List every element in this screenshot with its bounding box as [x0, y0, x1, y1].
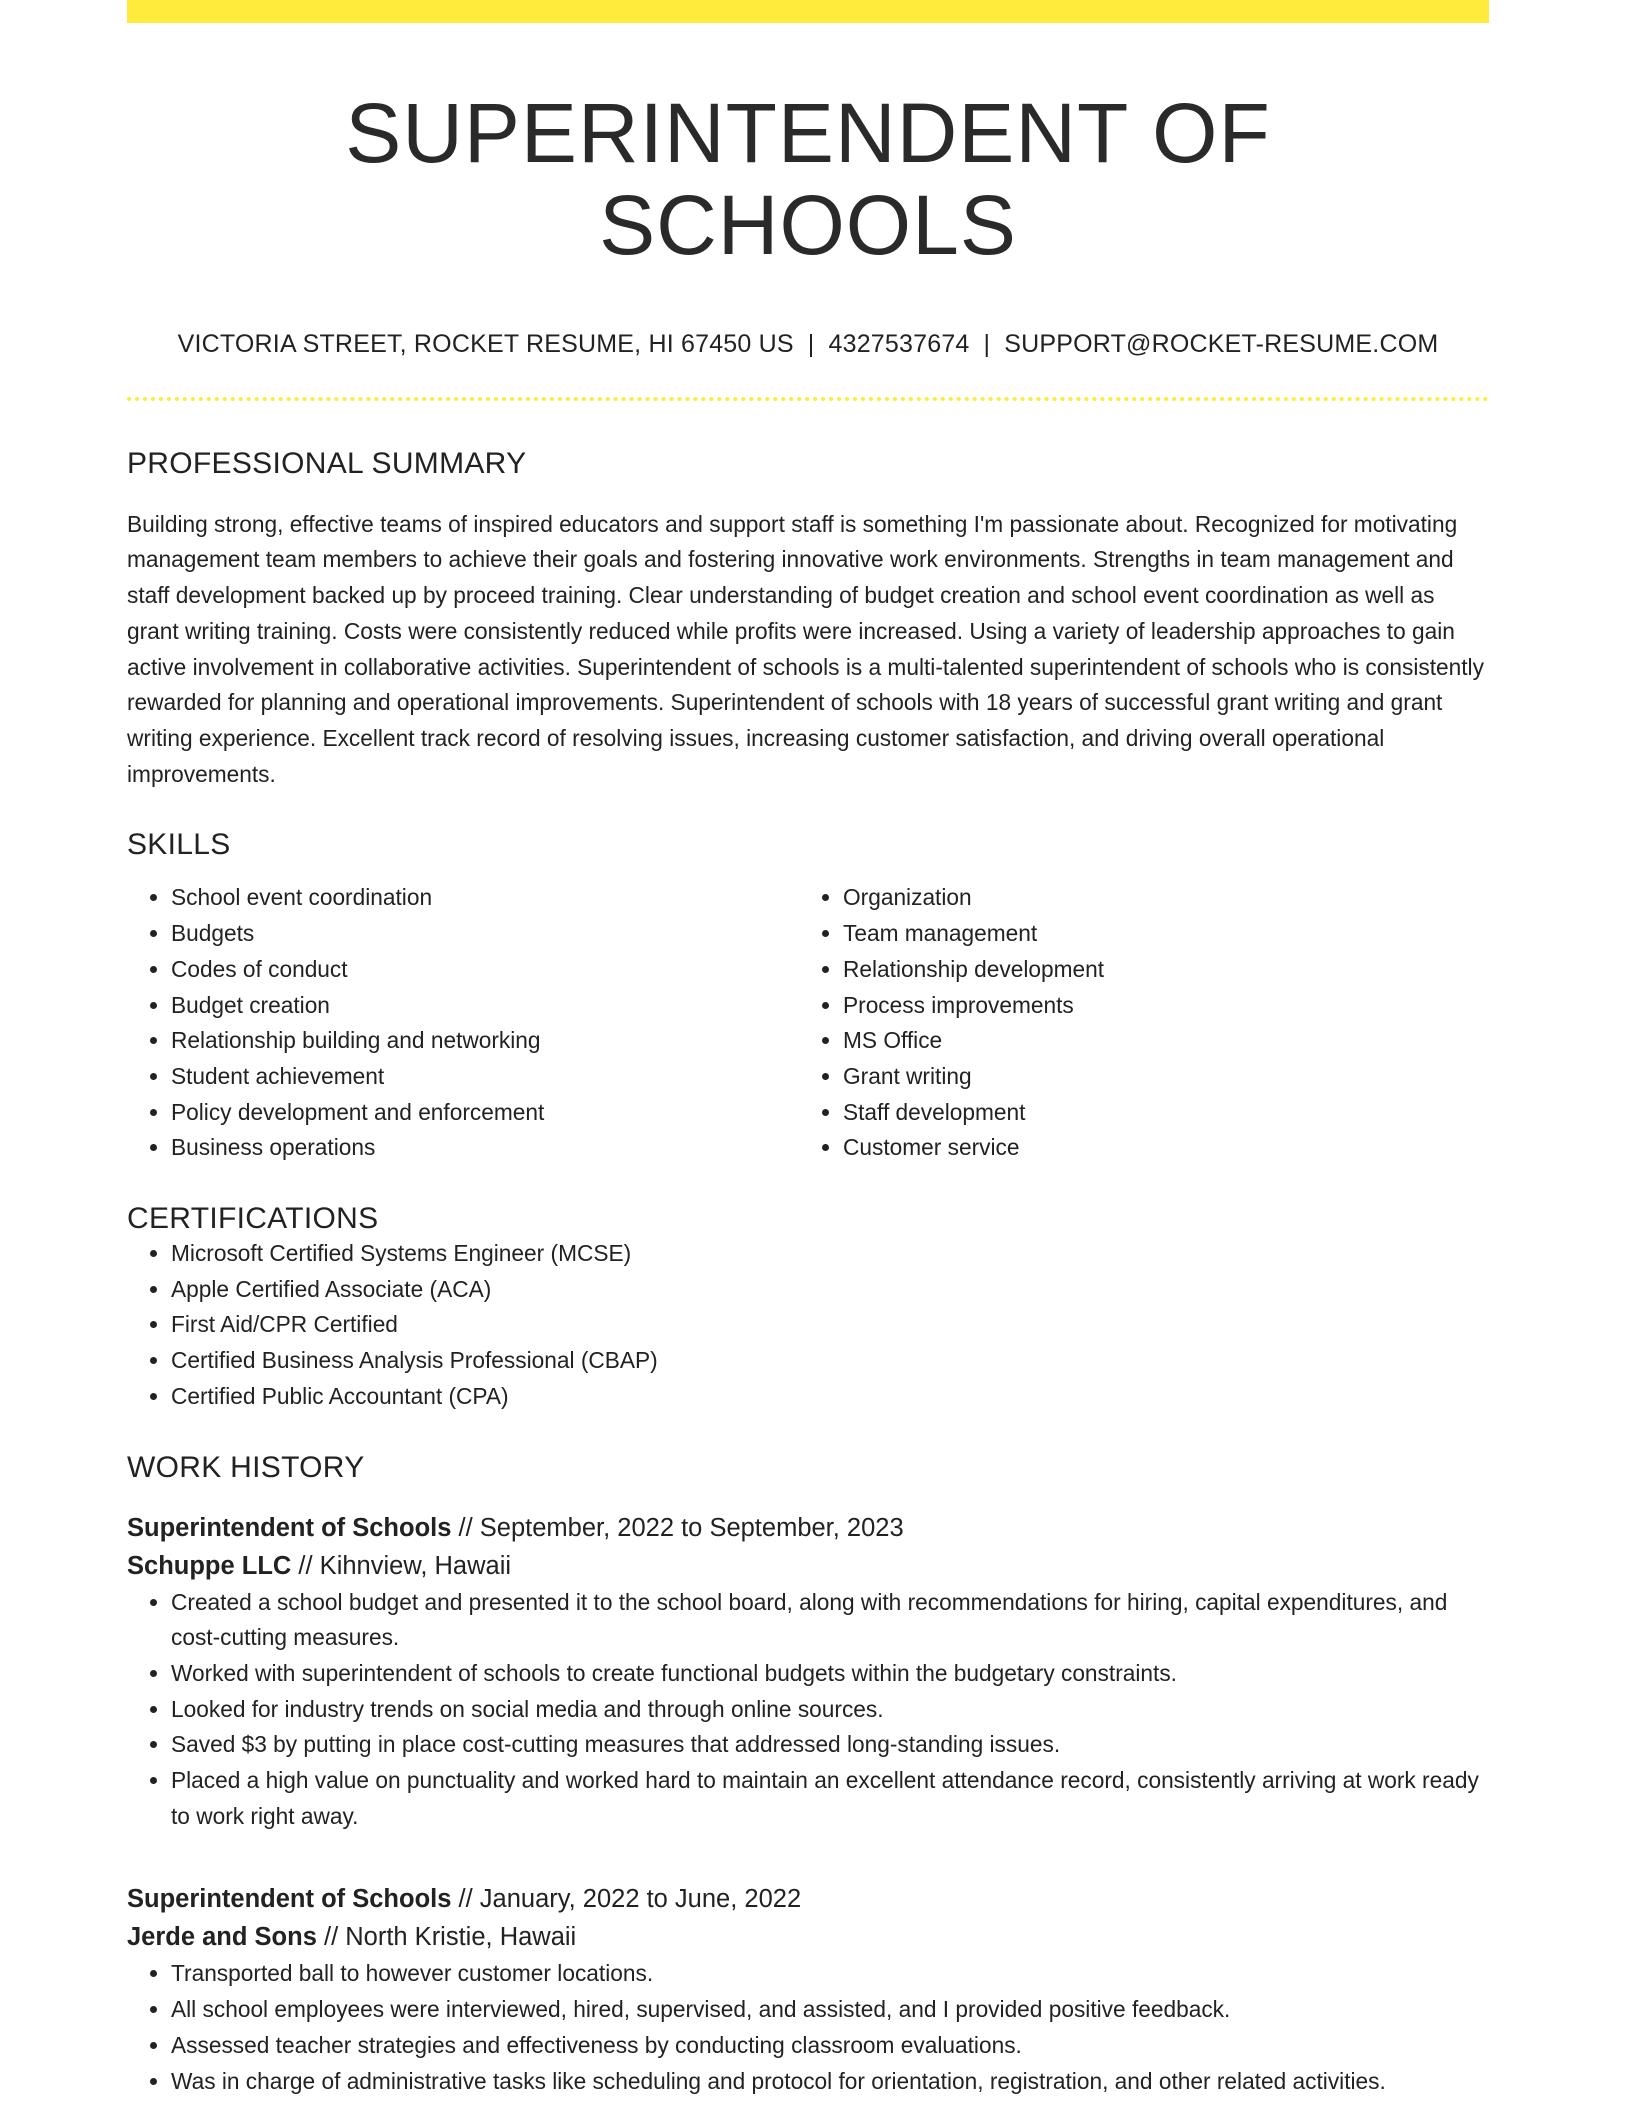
skill-item: • Staff development [843, 1095, 1471, 1131]
job-bullet-list [127, 1585, 1489, 1835]
certifications-heading: CERTIFICATIONS [127, 1202, 379, 1236]
skill-item: • Grant writing [843, 1059, 1471, 1095]
work-history-heading: WORK HISTORY [127, 1450, 365, 1484]
job-company: Jerde and Sons [127, 1923, 317, 1952]
job-location: // Kihnview, Hawaii [291, 1551, 512, 1580]
job-company: Schuppe LLC [127, 1551, 292, 1580]
skill-item: • Business operations [171, 1130, 799, 1166]
summary-heading: PROFESSIONAL SUMMARY [127, 446, 527, 480]
job-bullet: • Looked for industry trends on social media and through online sources. [171, 1692, 1489, 1728]
certification-item: • Certified Business Analysis Professional (CBAP) [171, 1343, 1489, 1379]
job-bullet: • Saved $3 by putting in place cost-cutting measures that addressed long-standing issues. [171, 1727, 1489, 1763]
skill-item: • Team management [843, 916, 1471, 952]
skills-columns [127, 880, 1489, 1166]
skills-left-list [127, 880, 799, 1166]
contact-email: SUPPORT@ROCKET-RESUME.COM [1004, 329, 1439, 358]
contact-separator: | [983, 329, 991, 358]
job-title-line [127, 1880, 1489, 1918]
job-bullet: • Worked with superintendent of schools to create functional budgets within the budgetary constraints. [171, 1656, 1489, 1692]
job-bullet-list [127, 1956, 1489, 2099]
skills-right-column [799, 880, 1471, 1166]
skill-item: • MS Office [843, 1023, 1471, 1059]
job-entry [127, 1509, 1489, 1835]
certification-item: • Certified Public Accountant (CPA) [171, 1379, 1489, 1415]
skills-right-list [799, 880, 1471, 1166]
skill-item: • Customer service [843, 1130, 1471, 1166]
job-company-line [127, 1918, 1489, 1956]
skills-heading: SKILLS [127, 828, 231, 862]
resume-page [127, 0, 1489, 2099]
job-dates: // January, 2022 to June, 2022 [451, 1885, 802, 1914]
certifications-list [127, 1236, 1489, 1415]
job-bullet: • Assessed teacher strategies and effectiveness by conducting classroom evaluations. [171, 2028, 1489, 2064]
job-location: // North Kristie, Hawaii [316, 1923, 577, 1952]
skill-item: • Codes of conduct [171, 952, 799, 988]
skill-item: • Policy development and enforcement [171, 1095, 799, 1131]
contact-phone: 4327537674 [828, 329, 970, 358]
contact-separator: | [807, 329, 815, 358]
skill-item: • School event coordination [171, 880, 799, 916]
job-company-line [127, 1547, 1489, 1585]
skill-item: • Relationship building and networking [171, 1023, 799, 1059]
job-entry [127, 1880, 1489, 2099]
certification-item: • Apple Certified Associate (ACA) [171, 1272, 1489, 1308]
job-dates: // September, 2022 to September, 2023 [451, 1513, 904, 1542]
job-title-line [127, 1509, 1489, 1547]
summary-paragraph: Building strong, effective teams of inspired educators and support staff is something I'm passionate about. Recognized for motivating management team members to achieve their goals and fostering innovative work environments. Strengths in team management and staff development backed up by proceed training. Clear understanding of budget creation and school event coordination as well as grant writing training. Costs were consistently reduced while profits were increased. Using a variety of leadership approaches to gain active involvement in collaborative activities. Superintendent of schools is a multi-talented superintendent of schools who is consistently rewarded for planning and operational improvements. Superintendent of schools with 18 years of successful grant writing and grant writing experience. Excellent track record of resolving issues, increasing customer satisfaction, and driving overall operational improvements. [127, 510, 1484, 787]
job-bullet: • Placed a high value on punctuality and worked hard to maintain an excellent attendance record, consistently arriving at work ready to work right away. [171, 1763, 1489, 1834]
certification-item: • Microsoft Certified Systems Engineer (MCSE) [171, 1236, 1489, 1272]
job-bullet: • Transported ball to however customer locations. [171, 1956, 1489, 1992]
job-bullet: • All school employees were interviewed, hired, supervised, and assisted, and I provided positive feedback. [171, 1992, 1489, 2028]
job-bullet: • Was in charge of administrative tasks like scheduling and protocol for orientation, registration, and other related activities. [171, 2064, 1489, 2100]
skill-item: • Organization [843, 880, 1471, 916]
resume-name: SUPERINTENDENT OF SCHOOLS [345, 86, 1271, 273]
job-role: Superintendent of Schools [127, 1513, 452, 1542]
skill-item: • Relationship development [843, 952, 1471, 988]
job-bullet: • Created a school budget and presented it to the school board, along with recommendations for hiring, capital expenditures, and cost-cutting measures. [171, 1585, 1489, 1656]
accent-top-bar [127, 0, 1489, 23]
certification-item: • First Aid/CPR Certified [171, 1307, 1489, 1343]
dotted-divider [127, 397, 1489, 401]
contact-line [127, 330, 1489, 359]
contact-address: VICTORIA STREET, ROCKET RESUME, HI 67450 US [177, 329, 794, 358]
skill-item: • Budget creation [171, 988, 799, 1024]
skill-item: • Student achievement [171, 1059, 799, 1095]
skill-item: • Budgets [171, 916, 799, 952]
skills-left-column [127, 880, 799, 1166]
skill-item: • Process improvements [843, 988, 1471, 1024]
job-role: Superintendent of Schools [127, 1885, 452, 1914]
